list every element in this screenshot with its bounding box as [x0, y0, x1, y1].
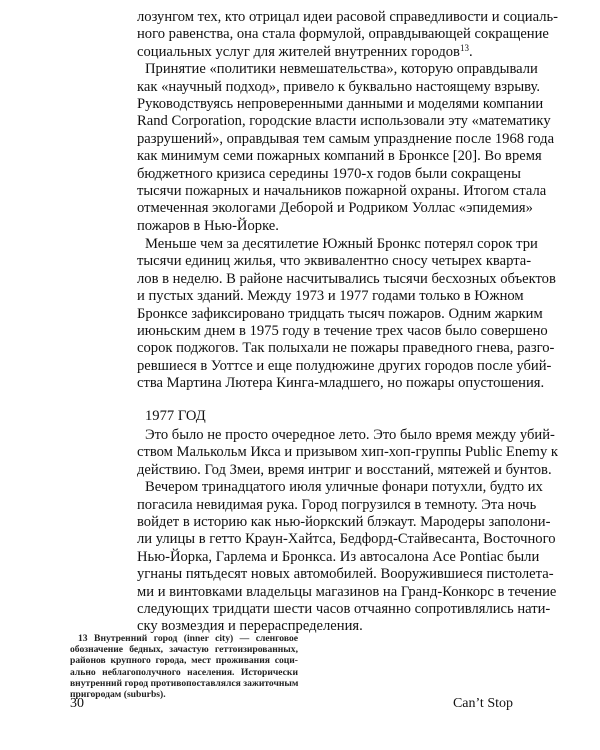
paragraph-3 — [137, 236, 556, 393]
text-line: Нью-Йорка, Гарлема и Бронкса. Из автосалона Ace Pontiac были — [137, 548, 540, 565]
text-line: ства Мартина Лютера Кинга-младшего, но пожары опустошения. — [137, 375, 545, 392]
main-text-part1 — [137, 9, 559, 235]
text-line: ску возмездия и перераспределения. — [137, 618, 363, 635]
footnote-line: районов крупного города, мест проживания соци- — [70, 655, 298, 667]
text-line: следующих тридцати шести часов отчаянно сопротивлялись нати- — [137, 600, 551, 617]
text-line: лозунгом тех, кто отрицал идеи расовой справедливости и социаль- — [137, 9, 559, 25]
text-line: ли улицы в гетто Краун-Хайтса, Бедфорд-Стайвесанта, Восточного — [137, 531, 556, 548]
text-line: Руководствуясь непроверенными данными и моделями компании — [137, 95, 544, 112]
footnote-line: внутренний город противопоставлялся зажиточным — [70, 677, 299, 689]
footnote-line: обозначение бедных, зачастую геттоизированных, — [70, 644, 298, 656]
text-line-content: социальных услуг для жителей внутренних городов — [137, 43, 460, 60]
text-line: погасила невидимая рука. Город погрузился в темноту. Эта ночь — [137, 496, 537, 513]
text-line: ревшиеся в Уоттсе и еще полудюжине других городов после убий- — [137, 357, 552, 374]
text-line: отмеченная экологами Деборой и Родриком Уоллас «эпидемия» — [137, 200, 533, 217]
period: . — [468, 43, 473, 60]
text-line: Бронксе зафиксировано тридцать тысяч пожаров. Одним жарким — [137, 305, 543, 322]
text-line: Это было не просто очередное лето. Это было время между убий- — [145, 427, 555, 443]
text-line: Принятие «политики невмешательства», которую оправдывали — [145, 61, 538, 78]
footnote-ref[interactable]: 13 — [459, 42, 469, 53]
text-line: и пустых зданий. Между 1973 и 1977 годами только в Южном — [137, 288, 524, 305]
text-line: сорок поджогов. Так полыхали не пожары праведного гнева, разго- — [137, 340, 555, 357]
paragraph-2 — [137, 61, 555, 235]
text-line: угнаны пятьдесят новых автомобилей. Вооружившиеся пистолета- — [137, 566, 554, 583]
footnote-line: ально неблагополучного населения. Исторически — [70, 666, 298, 678]
text-line: как «научный подход», привело к буквально настоящему взрыву. — [137, 78, 541, 95]
text-line: тысячи пожарных и начальников пожарной охраны. Итогом стала — [137, 182, 547, 199]
text-line: как минимум семи пожарных компаний в Бронксе [20]. Во время — [137, 148, 542, 165]
text-line: действию. Год Змеи, время интриг и восстаний, мятежей и бунтов. — [137, 461, 552, 478]
footnote-line: 13 Внутренний город (inner city) — сленговое — [78, 633, 298, 644]
text-line: июньским днем в 1975 году в течение трех часов было совершено — [137, 322, 548, 339]
footnote-line: пригородам (suburbs). — [70, 688, 166, 700]
text-line: разрушений», оправдывая тем самым упразднение после 1968 года — [137, 130, 555, 147]
text-line: бюджетного кризиса середины 1970-х годов были сокращены — [137, 165, 521, 182]
text-line: ми и винтовками владельцы магазинов на Гранд-Конкорс в течение — [137, 583, 557, 600]
text-line: Вечером тринадцатого июля уличные фонари потухли, будто их — [145, 479, 543, 496]
footnote — [70, 633, 298, 700]
page-number: 30 — [70, 696, 84, 711]
running-title: Can’t Stop — [452, 696, 513, 711]
text-line: Меньше чем за десятилетие Южный Бронкс потерял сорок три — [145, 236, 538, 252]
text-line — [137, 44, 493, 61]
text-line: войдет в историю как нью-йоркский блэкаут. Мародеры заполони- — [137, 513, 551, 530]
text-line: ством Малькольм Икса и призывом хип-хоп-группы Public Enemy к — [137, 444, 558, 461]
text-line: тысячи единиц жилья, что эквивалентно сносу четырех кварта- — [137, 253, 532, 270]
text-line: лов в неделю. В районе насчитывались тысячи бесхозных объектов — [137, 270, 556, 287]
text-line: Rand Corporation, городские власти использовали эту «математику — [137, 113, 551, 130]
section-heading: 1977 ГОД — [145, 408, 206, 424]
text-line: ного равенства, она стала формулой, оправдывающей сокращение — [137, 26, 549, 43]
text-line: пожаров в Нью-Йорке. — [137, 217, 279, 234]
section-text — [137, 427, 558, 636]
